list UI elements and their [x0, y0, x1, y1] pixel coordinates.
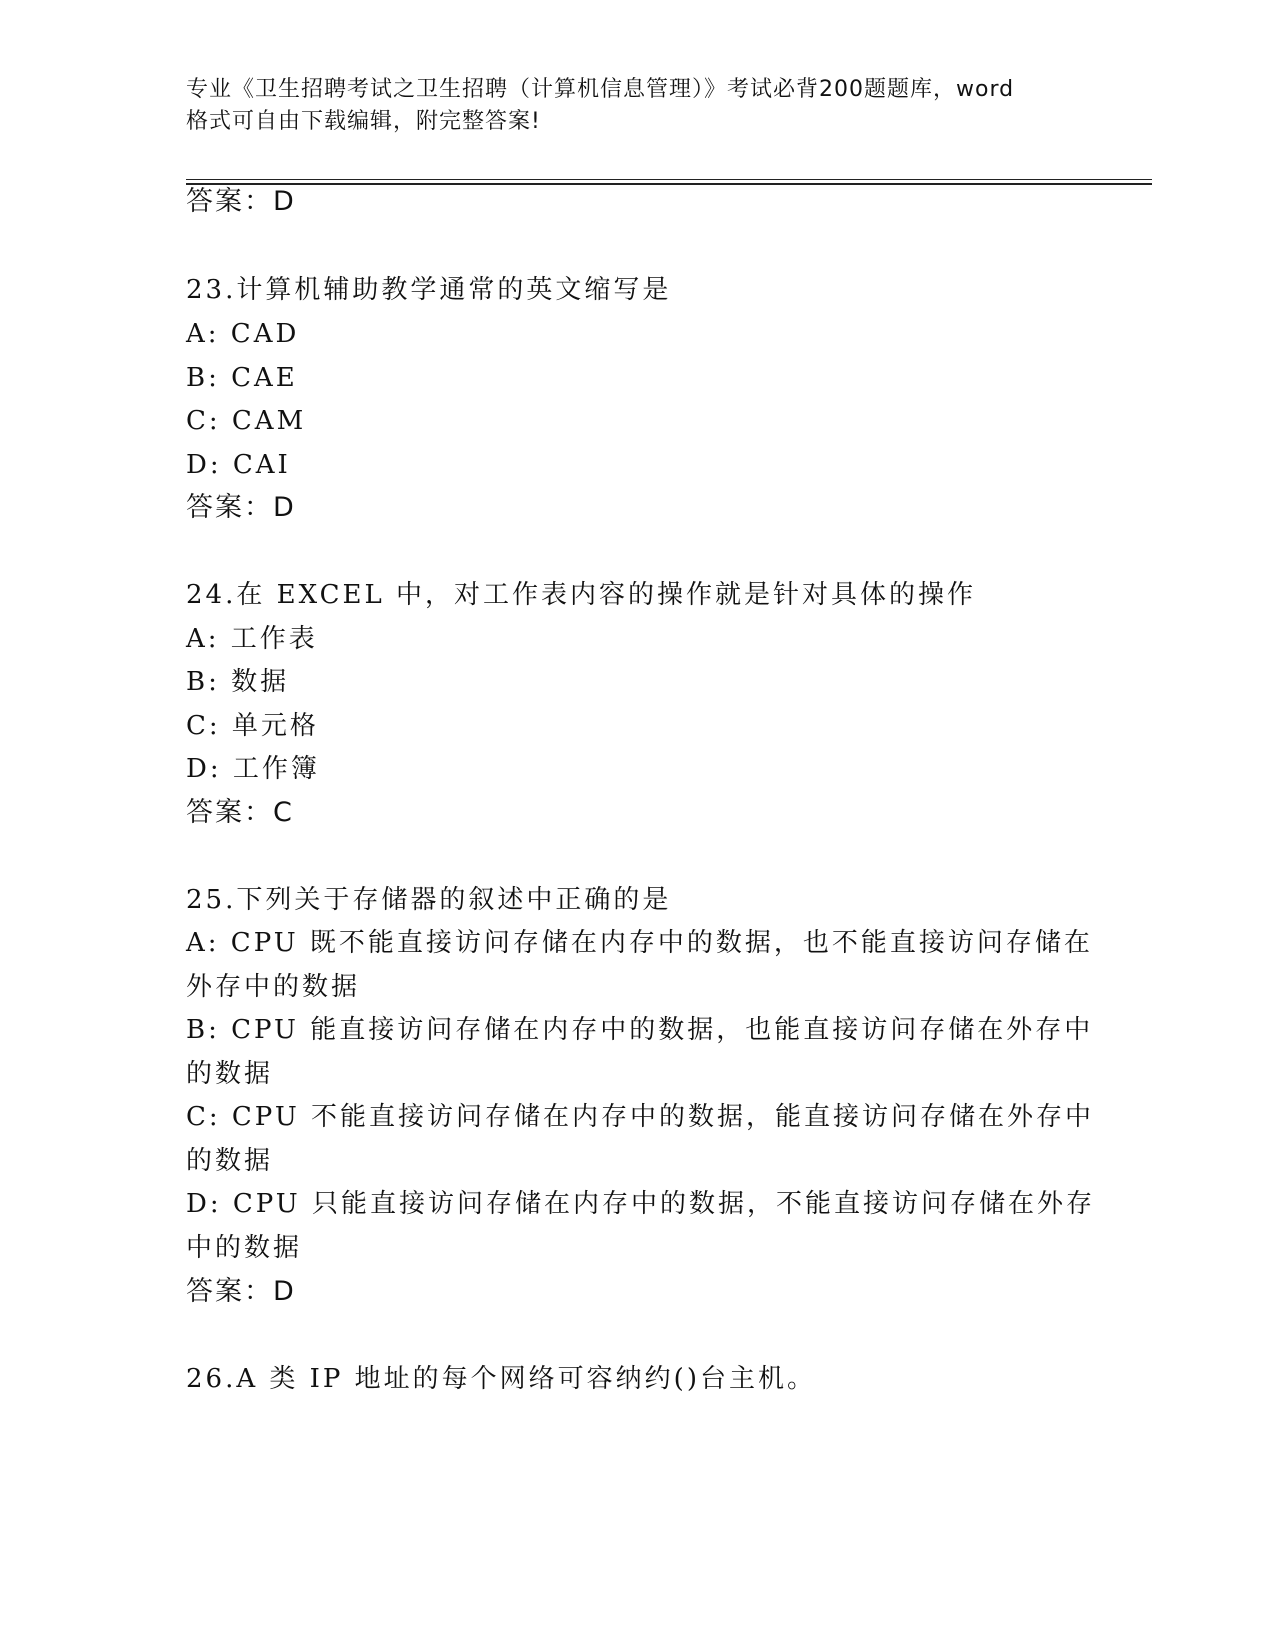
previous-answer: 答案：D [186, 186, 296, 217]
option-item: A: CAD [186, 319, 300, 349]
question-stem: 24.在 EXCEL 中，对工作表内容的操作就是针对具体的操作 [186, 580, 977, 610]
question-stem: 23.计算机辅助教学通常的英文缩写是 [186, 275, 672, 305]
option-item: D: 工作簿 [186, 754, 320, 784]
question-stem: 26.A 类 IP 地址的每个网络可容纳约()台主机。 [186, 1364, 816, 1394]
option-item: D: CPU 只能直接访问存储在内存中的数据，不能直接访问存储在外存 [186, 1189, 1095, 1219]
option-item: C: CAM [186, 406, 307, 436]
option-item: C: CPU 不能直接访问存储在内存中的数据，能直接访问存储在外存中 [186, 1102, 1095, 1132]
option-item: A: 工作表 [186, 624, 318, 654]
header-divider-thick [186, 183, 1152, 185]
option-item-continued: 的数据 [186, 1146, 274, 1176]
option-item: B: CAE [186, 363, 298, 393]
option-item-continued: 的数据 [186, 1059, 274, 1089]
answer-line: 答案：D [186, 492, 296, 523]
option-item-continued: 中的数据 [186, 1233, 303, 1263]
option-item-continued: 外存中的数据 [186, 972, 361, 1002]
option-item: B: 数据 [186, 667, 290, 697]
document-header [186, 74, 1086, 138]
option-item: A: CPU 既不能直接访问存储在内存中的数据，也不能直接访问存储在 [186, 928, 1093, 958]
answer-line: 答案：C [186, 797, 294, 828]
option-item: C: 单元格 [186, 711, 319, 741]
question-stem: 25.下列关于存储器的叙述中正确的是 [186, 885, 672, 915]
header-line-2: 格式可自由下载编辑，附完整答案! [186, 109, 541, 134]
header-divider-thin [186, 179, 1152, 180]
option-item: D: CAI [186, 450, 291, 480]
answer-line: 答案：D [186, 1276, 296, 1307]
option-item: B: CPU 能直接访问存储在内存中的数据，也能直接访问存储在外存中 [186, 1015, 1094, 1045]
header-line-1: 专业《卫生招聘考试之卫生招聘（计算机信息管理）》考试必背200题题库，word [186, 77, 1015, 102]
